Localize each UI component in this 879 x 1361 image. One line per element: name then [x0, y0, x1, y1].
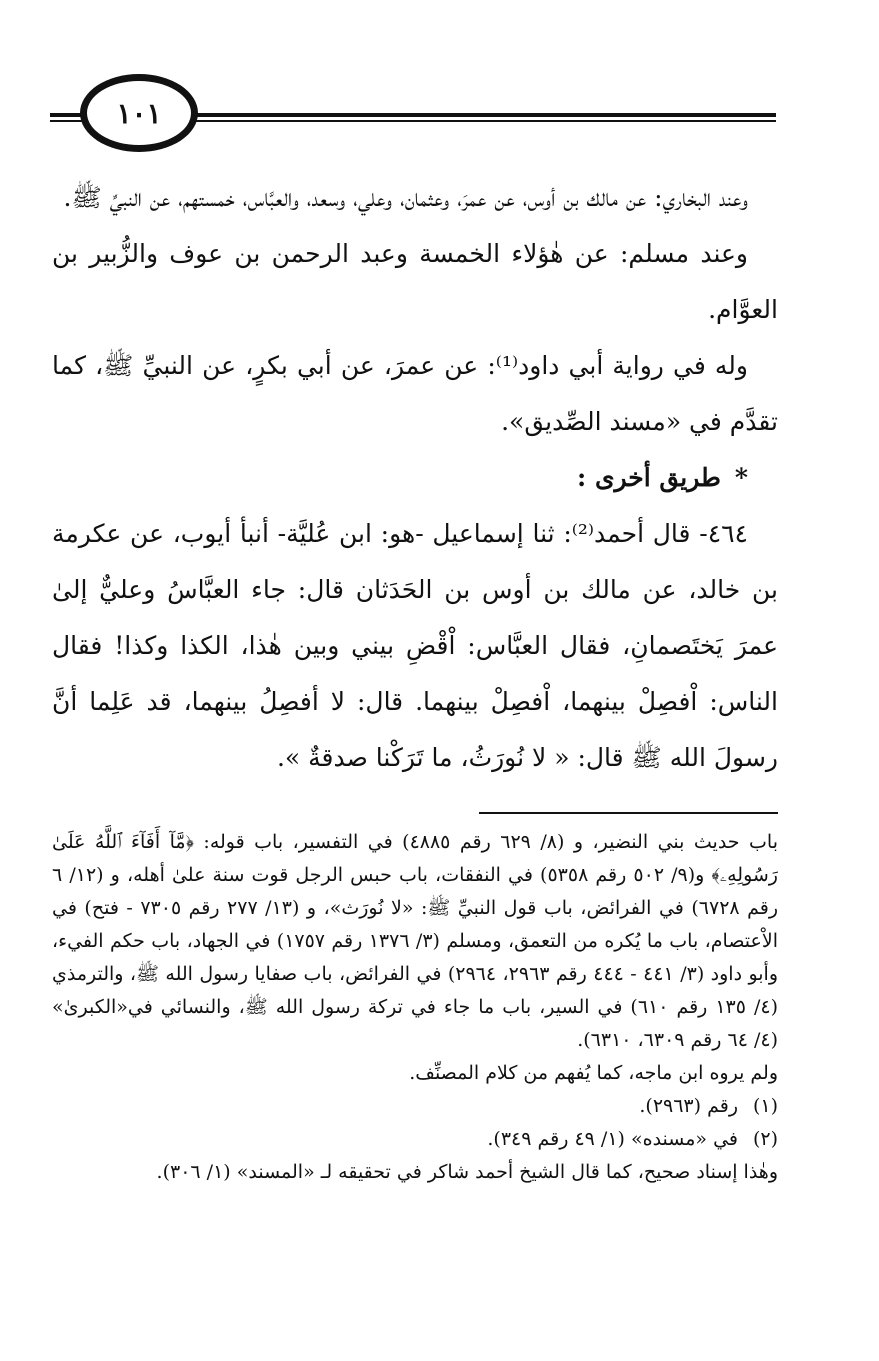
footnotes [52, 826, 778, 1189]
heading-star-icon: * [734, 463, 748, 492]
footnote-1-number: (١) [752, 1095, 778, 1117]
hadith-464: ٤٦٤- قال أحمد⁽²⁾: ثنا إسماعيل -هو: ابن عُليَّة- أنبأ أيوب، عن عكرمة بن خالد، عن مالك بن أوس بن الحَدَثان قال: جاء العبَّاسُ وعليٌّ إلىٰ عمرَ يَختَصمانِ، فقال العبَّاس: اْقْضِ بيني وبين هٰذا، الكذا وكذا! فقال الناس: اْفصِلْ بينهما، اْفصِلْ بينهما. قال: لا أفصِلُ بينهما، قد عَلِما أنَّ رسولَ الله ﷺ قال: « لا نُورَثُ، ما تَرَكْنا صدقةٌ ». [52, 519, 778, 772]
footnote-1-text: رقم (٢٩٦٣). [639, 1095, 738, 1117]
paragraph-muslim: وعند مسلم: عن هٰؤلاء الخمسة وعبد الرحمن بن عوف والزُّبير بن العوَّام. [52, 239, 778, 324]
footnote-1 [52, 1090, 778, 1123]
footnote-separator [479, 812, 778, 814]
main-text [52, 170, 778, 786]
footnote-2 [52, 1123, 778, 1156]
footnote-2-text: في «مسنده» (١/ ٤٩ رقم ٣٤٩). [487, 1128, 738, 1150]
heading-text: طريق أخرى : [577, 463, 721, 492]
paragraph-abu-dawud: وله في رواية أبي داود⁽¹⁾: عن عمرَ، عن أبي بكرٍ، عن النبيِّ ﷺ، كما تقدَّم في «مسند الصِّديق». [52, 351, 778, 436]
footnote-2-number: (٢) [752, 1128, 778, 1150]
section-heading [52, 450, 778, 506]
footnote-continuation: باب حديث بني النضير، و (٨/ ٦٢٩ رقم ٤٨٨٥) في التفسير، باب قوله: ﴿مَّآ أَفَآءَ ٱللَّهُ عَلَىٰ رَسُولِهِۦ﴾ و(٩/ ٥٠٢ رقم ٥٣٥٨) في النفقات، باب حبس الرجل قوت سنة علىٰ أهله، و (١٢/ ٦ رقم ٦٧٢٨) في الفرائض، باب قول النبيِّ ﷺ: «لا نُورَث»، و (١٣/ ٢٧٧ رقم ٧٣٠٥ - فتح) في الاْعتصام، باب ما يُكره من التعمق، ومسلم (٣/ ١٣٧٦ رقم ١٧٥٧) في الجهاد، باب حكم الفيء، وأبو داود (٣/ ٤٤١ - ٤٤٤ رقم ٢٩٦٣، ٢٩٦٤) في الفرائض، باب صفايا رسول الله ﷺ، والترمذي (٤/ ١٣٥ رقم ٦١٠) في السير، باب ما جاء في تركة رسول الله ﷺ، والنسائي في«الكبرىٰ» (٤/ ٦٤ رقم ٦٣٠٩، ٦٣١٠). [52, 831, 779, 1051]
page-number: ١٠١ [116, 96, 162, 130]
page-header [50, 66, 776, 150]
footnote-2-extra: وهٰذا إسناد صحيح، كما قال الشيخ أحمد شاكر في تحقيقه لـ «المسند» (١/ ٣٠٦). [156, 1161, 778, 1183]
page-number-oval [80, 74, 198, 152]
footnote-continuation-note: ولم يروه ابن ماجه، كما يُفهم من كلام المصنِّف. [409, 1062, 778, 1084]
paragraph-bukhari: وعند البخاري: عن مالك بن أوس، عن عمرَ، وعثمان، وعلي، وسعد، والعبَّاس، خمستهم، عن النبيِّ ﷺ. [63, 183, 748, 212]
